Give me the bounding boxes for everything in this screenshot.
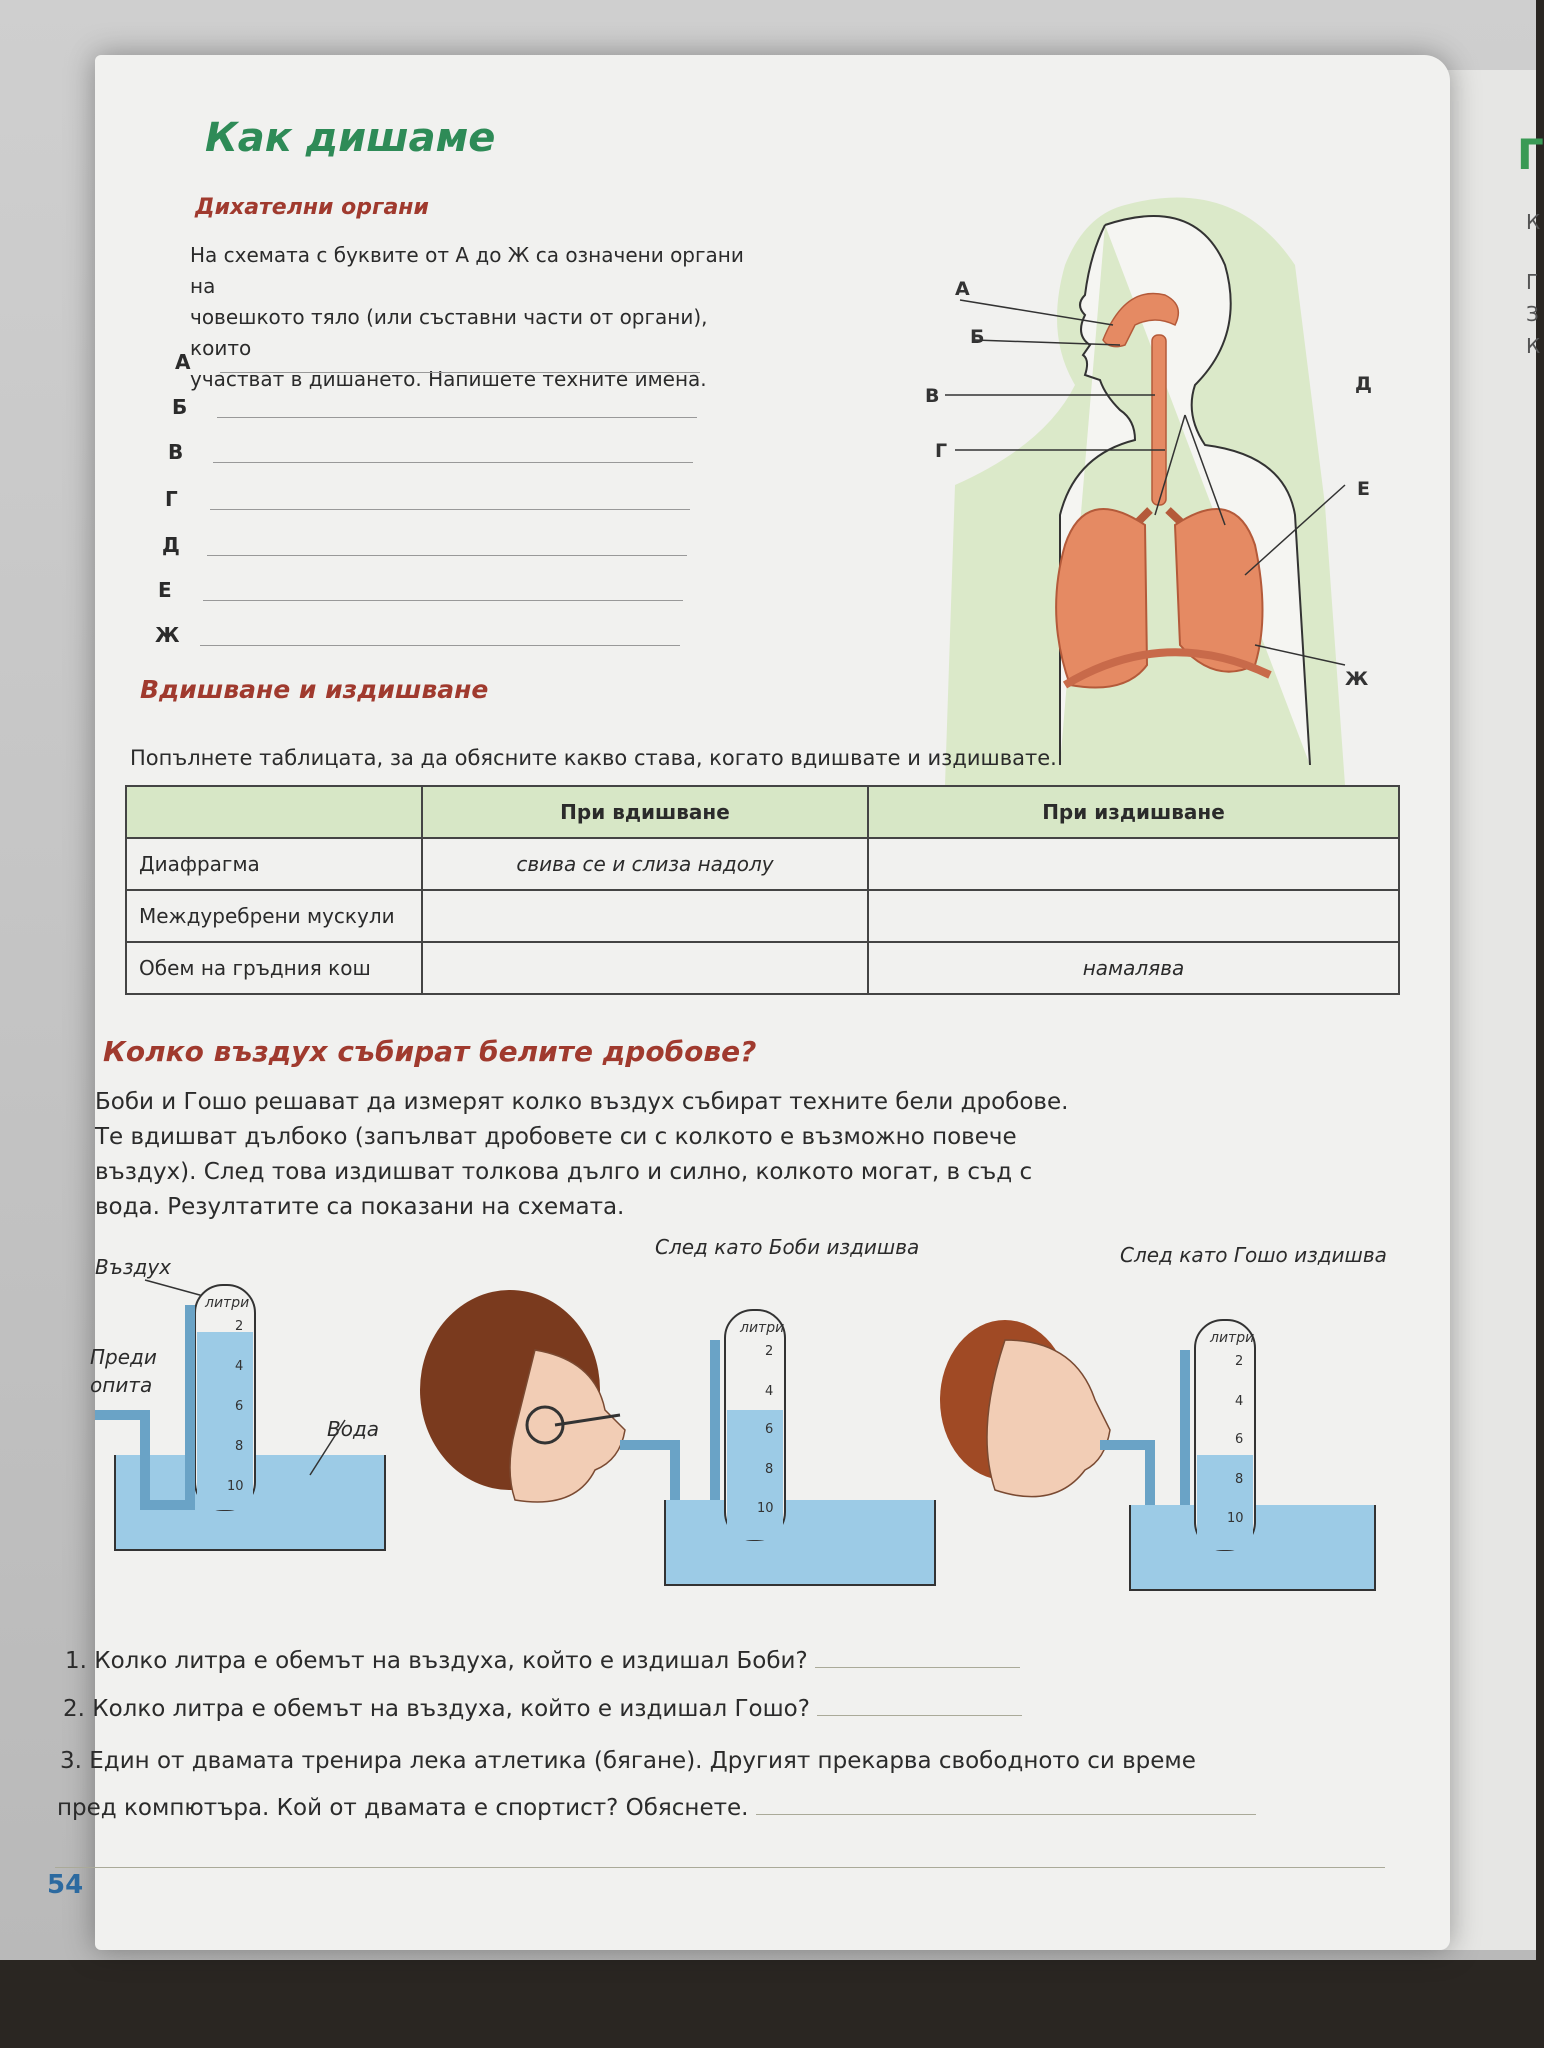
diagram-label-g: Г <box>935 440 948 462</box>
page-number: 54 <box>47 1870 84 1900</box>
tick-label: 10 <box>757 1501 774 1516</box>
table-row <box>126 942 1399 994</box>
question-text: 2. Колко литра е обемът на въздуха, който е издишал Гошо? <box>63 1696 810 1722</box>
table-cell[interactable] <box>422 890 868 942</box>
experiment-description <box>95 1085 1068 1225</box>
description-line: Боби и Гошо решават да измерят колко въздух събират техните бели дробове. <box>95 1089 1069 1115</box>
table-cell: Диафрагма <box>126 838 422 890</box>
answer-line[interactable] <box>220 372 700 373</box>
cylinder-water <box>727 1410 783 1540</box>
answer-line[interactable] <box>213 462 693 463</box>
unit-label: литри <box>1210 1330 1255 1346</box>
table-header <box>126 786 422 838</box>
instruction-line: човешкото тяло (или съставни части от органи), които <box>190 305 708 360</box>
unit-label: литри <box>205 1295 250 1311</box>
description-line: Те вдишват дълбоко (запълват дробовете си с колкото е възможно повече <box>95 1124 1017 1150</box>
instruction-line: участват в дишането. Напишете техните имена. <box>190 367 707 391</box>
tick-label: 2 <box>1235 1354 1244 1369</box>
respiratory-system-diagram <box>925 185 1405 785</box>
answer-line[interactable] <box>207 555 687 556</box>
answer-line[interactable] <box>815 1667 1020 1668</box>
tick-label: 10 <box>1227 1511 1244 1526</box>
diagram-label-e: Е <box>1357 478 1370 500</box>
tick-label: 6 <box>235 1399 244 1414</box>
diagram-label-v: В <box>925 385 940 407</box>
table-cell: Обем на гръдния кош <box>126 942 422 994</box>
table-cell[interactable]: намалява <box>868 942 1399 994</box>
answer-letter: Ж <box>155 623 180 647</box>
adjacent-page-letter: Г <box>1517 130 1544 179</box>
tick-label: 6 <box>1235 1432 1244 1447</box>
answer-letter: Г <box>165 487 178 511</box>
diagram-label-a: А <box>955 278 970 300</box>
adjacent-page-text: К <box>1526 210 1541 234</box>
answer-line[interactable] <box>817 1715 1022 1716</box>
table-header: При вдишване <box>422 786 868 838</box>
tick-label: 2 <box>765 1344 774 1359</box>
answer-line[interactable] <box>203 600 683 601</box>
label-before: Преди <box>90 1345 157 1369</box>
cylinder-water <box>197 1332 253 1510</box>
description-line: вода. Резултатите са показани на схемата. <box>95 1194 625 1220</box>
table-header: При издишване <box>868 786 1399 838</box>
adjacent-page-text: Г <box>1526 270 1539 294</box>
table-row <box>126 890 1399 942</box>
table-cell[interactable] <box>422 942 868 994</box>
right-lung <box>1175 509 1263 672</box>
answer-letter: А <box>175 350 191 374</box>
answer-line[interactable] <box>217 417 697 418</box>
label-after-bobi: След като Боби издишва <box>655 1235 920 1259</box>
table-header-row <box>126 786 1399 838</box>
table-cell[interactable] <box>868 838 1399 890</box>
tick-label: 4 <box>765 1384 774 1399</box>
pointer-line-air <box>145 1280 207 1297</box>
section-heading-respiratory-organs: Дихателни органи <box>195 195 429 220</box>
label-before: опита <box>90 1373 153 1397</box>
breathing-table <box>125 785 1400 995</box>
diagram-label-zh: Ж <box>1345 668 1369 690</box>
adjacent-page-text: К <box>1526 334 1541 358</box>
section-heading-breathing: Вдишване и издишване <box>140 675 489 704</box>
label-water: Вода <box>327 1417 380 1441</box>
question-1 <box>65 1645 1020 1677</box>
experiment-bobi <box>425 1270 1005 1590</box>
experiment-gosho <box>935 1280 1405 1600</box>
answer-line[interactable] <box>756 1814 1256 1815</box>
diagram-label-d: Д <box>1355 373 1372 395</box>
answer-line[interactable] <box>55 1867 1385 1868</box>
question-3-continuation <box>57 1792 1256 1824</box>
table-row <box>126 838 1399 890</box>
cylinder-water <box>1197 1455 1253 1550</box>
tick-label: 8 <box>1235 1472 1244 1487</box>
tick-label: 8 <box>765 1462 774 1477</box>
diagram-label-b: Б <box>970 326 985 348</box>
table-instruction: Попълнете таблицата, за да обясните какво става, когато вдишвате и издишвате. <box>130 746 1057 770</box>
answer-letter: Е <box>158 578 172 602</box>
page-title: Как дишаме <box>205 115 496 161</box>
question-2 <box>63 1693 1022 1725</box>
question-text: 1. Колко литра е обемът на въздуха, който е издишал Боби? <box>65 1648 808 1674</box>
label-after-gosho: След като Гошо издишва <box>1120 1243 1387 1267</box>
answer-letter: Д <box>162 533 180 557</box>
tick-label: 2 <box>235 1319 244 1334</box>
label-air: Въздух <box>95 1255 171 1279</box>
textbook-page <box>47 55 1450 1950</box>
unit-label: литри <box>740 1320 785 1336</box>
table-cell[interactable]: свива се и слиза надолу <box>422 838 868 890</box>
answer-letter: В <box>168 440 184 464</box>
table-cell: Междуребрени мускули <box>126 890 422 942</box>
tick-label: 6 <box>765 1422 774 1437</box>
answer-line[interactable] <box>200 645 680 646</box>
answer-letter: Б <box>172 395 188 419</box>
adjacent-page-text: З <box>1526 302 1539 326</box>
tick-label: 4 <box>1235 1394 1244 1409</box>
question-text: 3. Един от двамата тренира лека атлетика (бягане). Другият прекарва свободното си време <box>60 1748 1196 1774</box>
boy-gosho-face <box>987 1340 1110 1497</box>
table-cell[interactable] <box>868 890 1399 942</box>
water-tank <box>665 1500 935 1585</box>
trachea <box>1152 335 1166 505</box>
answer-line[interactable] <box>210 509 690 510</box>
tick-label: 8 <box>235 1439 244 1454</box>
description-line: въздух). След това издишват толкова дълго и силно, колкото могат, в съд с <box>95 1159 1033 1185</box>
tick-label: 10 <box>227 1479 244 1494</box>
question-3 <box>60 1745 1196 1777</box>
instruction-line: На схемата с буквите от А до Ж са означени органи на <box>190 243 744 298</box>
measuring-vessel-before <box>95 1275 395 1575</box>
tick-label: 4 <box>235 1359 244 1374</box>
section-heading-lung-capacity: Колко въздух събират белите дробове? <box>103 1035 757 1068</box>
question-text: пред компютъра. Кой от двамата е спортист? Обяснете. <box>57 1795 749 1821</box>
